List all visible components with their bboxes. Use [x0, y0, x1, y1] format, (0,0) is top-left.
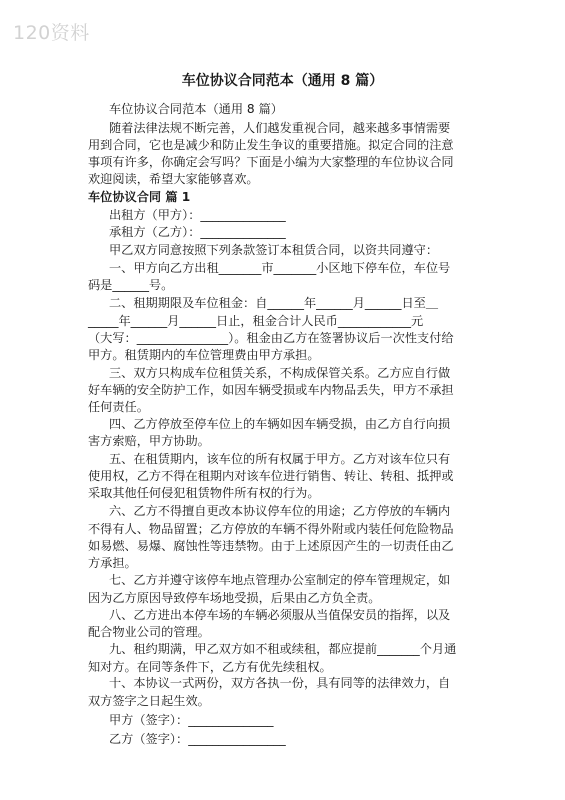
body-line: 不得有人、物品留置；乙方停放的车辆不得外附或内装任何危险物品: [88, 522, 454, 536]
body-line: 好车辆的安全防护工作，如因车辆受损或车内物品丢失，甲方不承担: [88, 383, 454, 397]
body-line: 十、本协议一式两份，双方各执一份，具有同等的法律效力，自: [109, 676, 451, 690]
body-line: 一、甲方向乙方出租_______市_______小区地下停车位，车位号: [109, 261, 451, 275]
body-line: 方承担。: [88, 556, 137, 570]
body-line: 承租方（乙方）：______________: [109, 225, 286, 239]
document-title: 车位协议合同范本（通用 8 篇）: [181, 73, 384, 89]
body-line: 双方签字之日起生效。: [88, 694, 210, 708]
body-line: 四、乙方停放至停车位上的车辆如因车辆受损，由乙方自行向损: [109, 417, 451, 431]
body-line: 八、乙方进出本停车场的车辆必须服从当值保安员的指挥，以及: [109, 608, 451, 622]
body-line: 三、双方只构成车位租赁关系，不构成保管关系。乙方应自行做: [109, 366, 451, 380]
body-line: 乙方（签字）：________________: [109, 732, 286, 746]
watermark-logo: 120资料: [13, 22, 90, 44]
body-line: 码是______号。: [88, 278, 174, 292]
body-line: 五、在租赁期内，该车位的所有权属于甲方。乙方对该车位只有: [109, 452, 451, 466]
body-line: 甲方（签字）：______________: [109, 713, 274, 727]
body-line: 七、乙方并遵守该停车地点管理办公室制定的停车管理规定，如: [109, 573, 451, 587]
section-heading: 车位协议合同 篇 1: [88, 190, 191, 204]
body-line: 害方索赔，甲方协助。: [88, 434, 210, 448]
body-line: 事项有许多，你确定会写吗？下面是小编为大家整理的车位协议合同: [88, 155, 454, 169]
body-line: 欢迎阅读，希望大家能够喜欢。: [88, 172, 259, 186]
body-line: 知对方。在同等条件下，乙方有优先续租权。: [88, 660, 332, 674]
body-line: 甲乙双方同意按照下列条款签订本租赁合同，以资共同遵守：: [109, 243, 439, 257]
body-line: 甲方。租赁期内的车位管理费由甲方承担。: [88, 348, 320, 362]
body-line: 因为乙方原因导致停车场地受损，后果由乙方负全责。: [88, 591, 381, 605]
body-line: 使用权，乙方不得在租期内对该车位进行销售、转让、转租、抵押或: [88, 469, 454, 483]
body-line: 随着法律法规不断完善，人们越发重视合同，越来越多事情需要: [109, 121, 451, 135]
body-line: 出租方（甲方）：______________: [109, 208, 286, 222]
body-line: 如易燃、易爆、腐蚀性等违禁物。由于上述原因产生的一切责任由乙: [88, 539, 454, 553]
body-line: 任何责任。: [88, 400, 149, 414]
body-line: 车位协议合同范本（通用 8 篇）: [109, 102, 283, 116]
body-line: （大写：_______________）。租金由乙方在签署协议后一次性支付给: [88, 331, 454, 345]
body-line: 六、乙方不得擅自更改本协议停车位的用途；乙方停放的车辆内: [109, 504, 451, 518]
body-line: 二、租期期限及车位租金：自______年______月______日至＿: [109, 296, 439, 310]
body-line: _____年______月______日止，租金合计人民币____________元: [88, 314, 424, 328]
body-line: 用到合同，它也是减少和防止发生争议的重要措施。拟定合同的注意: [88, 138, 454, 152]
body-line: 九、租约期满，甲乙双方如不租或续租，都应提前_______个月通: [109, 642, 457, 656]
body-line: 配合物业公司的管理。: [88, 625, 210, 639]
body-line: 采取其他任何侵犯租赁物件所有权的行为。: [88, 486, 320, 500]
